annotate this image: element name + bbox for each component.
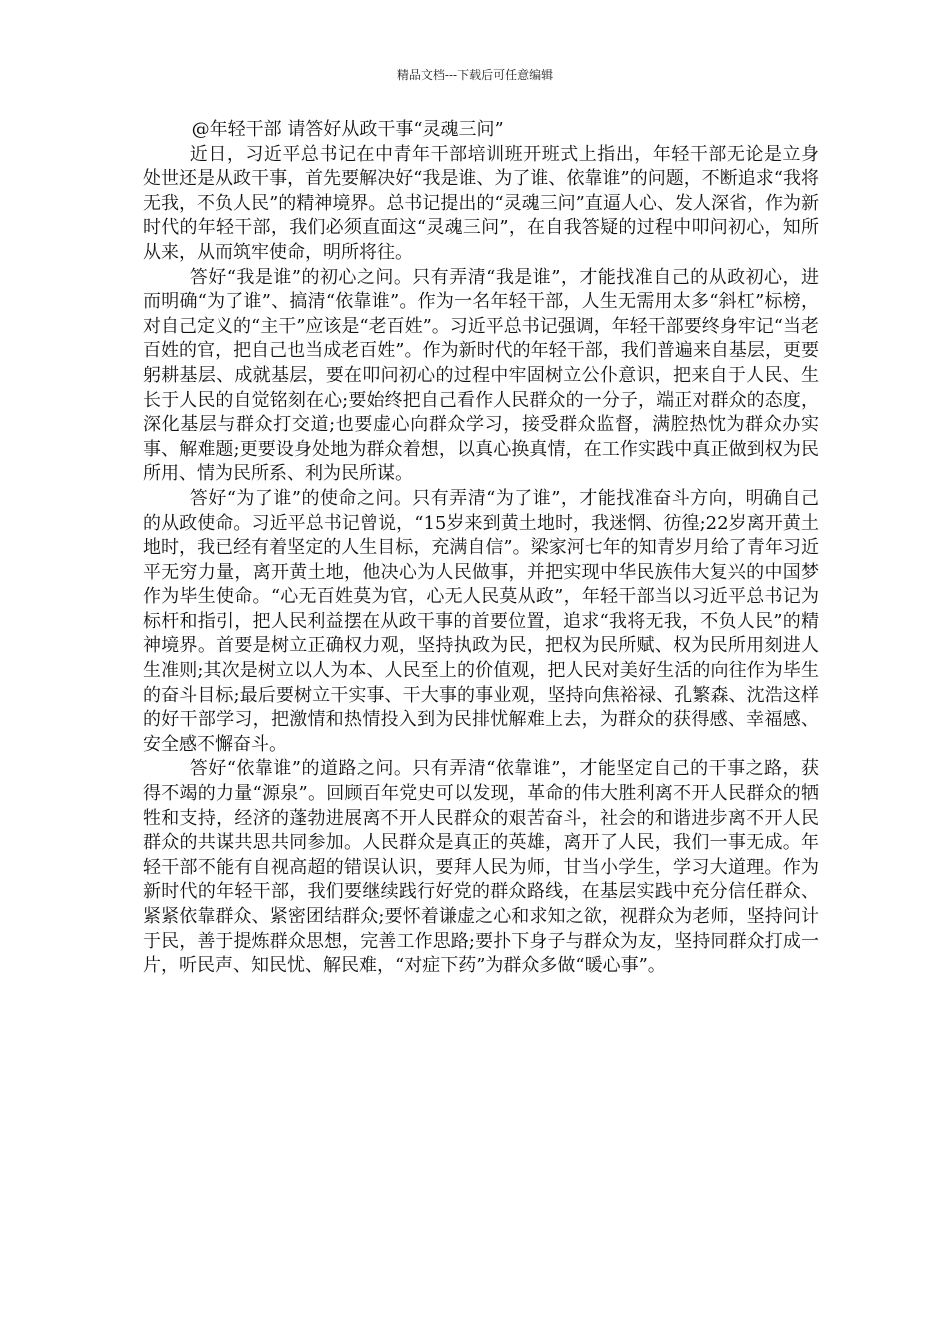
article-title: @年轻干部 请答好从政干事“灵魂三问” — [191, 119, 504, 140]
paragraph-rely-on-whom: 答好“依靠谁”的道路之问。只有弄清“依靠谁”，才能坚定自己的干事之路，获得不竭的力量“源泉”。回顾百年党史可以发现，革命的伟大胜利离不开人民群众的牺牲和支持，经济的蓬勃进展离不开人民群众的艰苦奋斗，社会的和谐进步离不开人民群众的共谋共思共同参加。人民群众是真正的英雄，离开了人民，我们一事无成。年轻干部不能有自视高超的错误认识，要拜人民为师，甘当小学生，学习大道理。作为新时代的年轻干部，我们要继续践行好党的群众路线，在基层实践中充分信任群众、紧紧依靠群众、紧密团结群众;要怀着谦虚之心和求知之欲，视群众为老师，坚持问计于民，善于提炼群众思想，完善工作思路;要扑下身子与群众为友，坚持同群众打成一片，听民声、知民忧、解民难，“对症下药”为群众多做“暖心事”。 — [143, 758, 819, 977]
paragraph-intro: 近日，习近平总书记在中青年干部培训班开班式上指出，年轻干部无论是立身处世还是从政干事，首先要解决好“我是谁、为了谁、依靠谁”的问题，不断追求“我将无我，不负人民”的精神境界。总书记提出的“灵魂三问”直逼人心、发人深省，作为新时代的年轻干部，我们必须直面这“灵魂三问”，在自我答疑的过程中叩问初心，知所从来，从而筑牢使命，明所将往。 — [143, 143, 819, 263]
page-header: 精品文档---下载后可任意编辑 — [396, 68, 554, 82]
paragraph-for-whom: 答好“为了谁”的使命之问。只有弄清“为了谁”，才能找准奋斗方向，明确自己的从政使命。习近平总书记曾说，“15岁来到黄土地时，我迷惘、彷徨;22岁离开黄土地时，我已经有着坚定的人生目标，充满自信”。梁家河七年的知青岁月给了青年习近平无穷力量，离开黄土地，他决心为人民做事，并把实现中华民族伟大复兴的中国梦作为毕生使命。“心无百姓莫为官，心无人民莫从政”，年轻干部当以习近平总书记为标杆和指引，把人民利益摆在从政干事的首要位置，追求“我将无我，不负人民”的精神境界。首要是树立正确权力观，坚持执政为民，把权为民所赋、权为民所用刻进人生准则;其次是树立以人为本、人民至上的价值观，把人民对美好生活的向往作为毕生的奋斗目标;最后要树立干实事、干大事的事业观，坚持向焦裕禄、孔繁森、沈浩这样的好干部学习，把激情和热情投入到为民排忧解难上去，为群众的获得感、幸福感、安全感不懈奋斗。 — [143, 487, 819, 755]
article-body — [143, 118, 819, 979]
paragraph-who-am-i: 答好“我是谁”的初心之问。只有弄清“我是谁”，才能找准自己的从政初心，进而明确“为了谁”、搞清“依靠谁”。作为一名年轻干部，人生无需用太多“斜杠”标榜，对自己定义的“主干”应该是“老百姓”。习近平总书记强调，年轻干部要终身牢记“当老百姓的官，把自己也当成老百姓”。作为新时代的年轻干部，我们普遍来自基层，更要躬耕基层、成就基层，要在叩问初心的过程中牢固树立公仆意识，把来自于人民、生长于人民的自觉铭刻在心;要始终把自己看作人民群众的一分子，端正对群众的态度，深化基层与群众打交道;也要虚心向群众学习，接受群众监督，满腔热忱为群众办实事、解难题;更要设身处地为群众着想，以真心换真情，在工作实践中真正做到权为民所用、情为民所系、利为民所谋。 — [143, 266, 820, 485]
